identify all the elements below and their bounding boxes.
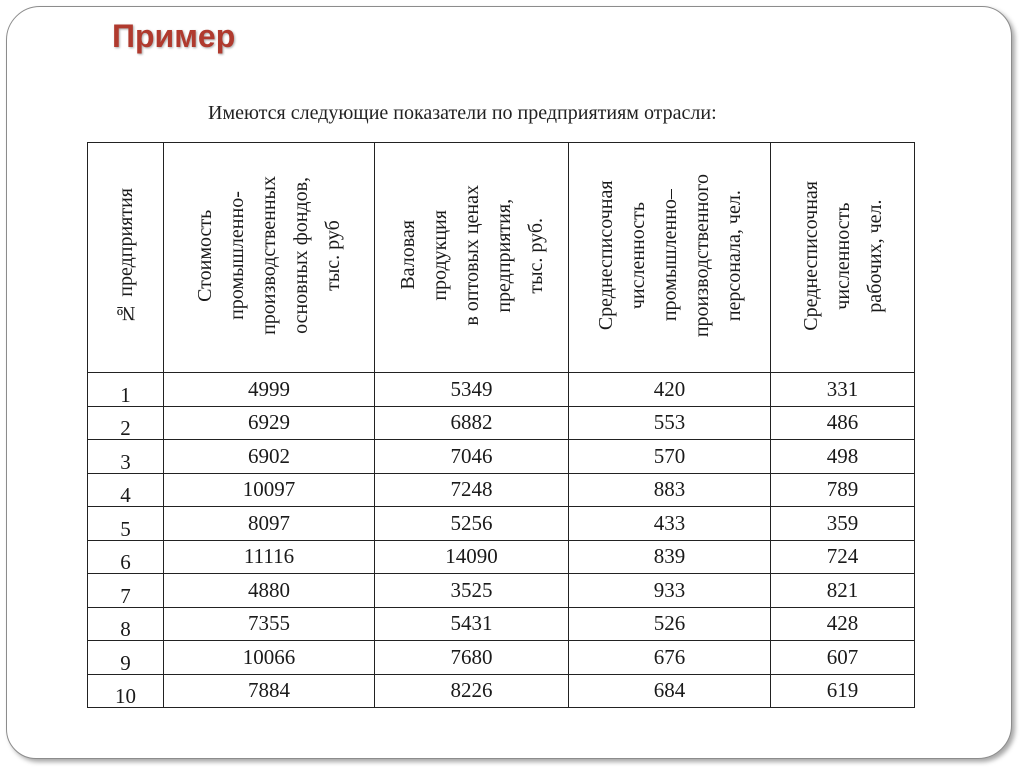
cell-enterprise-number: 9 (88, 641, 164, 675)
cell-industrial-staff-count: 553 (569, 406, 771, 440)
cell-gross-output: 14090 (375, 540, 569, 574)
cell-industrial-staff-count: 676 (569, 641, 771, 675)
cell-workers-count: 607 (771, 641, 915, 675)
cell-enterprise-number: 8 (88, 607, 164, 641)
cell-enterprise-number: 2 (88, 406, 164, 440)
cell-enterprise-number: 7 (88, 574, 164, 608)
cell-gross-output: 5431 (375, 607, 569, 641)
cell-workers-count: 428 (771, 607, 915, 641)
cell-workers-count: 724 (771, 540, 915, 574)
cell-fixed-assets-cost: 6929 (164, 406, 375, 440)
cell-industrial-staff-count: 933 (569, 574, 771, 608)
table-row (88, 507, 915, 541)
cell-enterprise-number: 1 (88, 373, 164, 407)
cell-enterprise-number: 5 (88, 507, 164, 541)
cell-fixed-assets-cost: 10097 (164, 473, 375, 507)
cell-enterprise-number: 3 (88, 440, 164, 474)
header-workers-count: Среднесписочная численность рабочих, чел. (771, 143, 915, 373)
table-row (88, 674, 915, 708)
table-row (88, 473, 915, 507)
cell-fixed-assets-cost: 8097 (164, 507, 375, 541)
slide-title: Пример (112, 18, 236, 54)
cell-gross-output: 7680 (375, 641, 569, 675)
cell-fixed-assets-cost: 4880 (164, 574, 375, 608)
cell-industrial-staff-count: 526 (569, 607, 771, 641)
table-row (88, 373, 915, 407)
cell-gross-output: 7046 (375, 440, 569, 474)
header-industrial-staff-count: Среднесписочная численность промышленно– производственного персонала, чел. (569, 143, 771, 373)
cell-fixed-assets-cost: 6902 (164, 440, 375, 474)
cell-industrial-staff-count: 839 (569, 540, 771, 574)
cell-workers-count: 821 (771, 574, 915, 608)
cell-gross-output: 6882 (375, 406, 569, 440)
cell-enterprise-number: 6 (88, 540, 164, 574)
cell-industrial-staff-count: 420 (569, 373, 771, 407)
cell-industrial-staff-count: 570 (569, 440, 771, 474)
cell-workers-count: 359 (771, 507, 915, 541)
cell-workers-count: 498 (771, 440, 915, 474)
header-gross-output: Валовая продукция в оптовых ценах предприятия, тыс. руб. (375, 143, 569, 373)
cell-gross-output: 5349 (375, 373, 569, 407)
table-header-row (88, 143, 915, 373)
cell-enterprise-number: 4 (88, 473, 164, 507)
table-row (88, 406, 915, 440)
cell-gross-output: 7248 (375, 473, 569, 507)
cell-industrial-staff-count: 883 (569, 473, 771, 507)
table-row (88, 440, 915, 474)
cell-fixed-assets-cost: 7884 (164, 674, 375, 708)
table-row (88, 574, 915, 608)
cell-workers-count: 331 (771, 373, 915, 407)
cell-industrial-staff-count: 433 (569, 507, 771, 541)
cell-gross-output: 5256 (375, 507, 569, 541)
cell-workers-count: 619 (771, 674, 915, 708)
header-fixed-assets-cost: Стоимость промышленно- производственных основных фондов, тыс. руб (164, 143, 375, 373)
slide-subtitle: Имеются следующие показатели по предприятиям отрасли: (208, 102, 717, 124)
cell-fixed-assets-cost: 10066 (164, 641, 375, 675)
cell-gross-output: 3525 (375, 574, 569, 608)
cell-gross-output: 8226 (375, 674, 569, 708)
cell-workers-count: 789 (771, 473, 915, 507)
cell-fixed-assets-cost: 11116 (164, 540, 375, 574)
table-row (88, 641, 915, 675)
cell-enterprise-number: 10 (88, 674, 164, 708)
cell-industrial-staff-count: 684 (569, 674, 771, 708)
header-enterprise-number: № предприятия (88, 143, 164, 373)
cell-fixed-assets-cost: 4999 (164, 373, 375, 407)
table-row (88, 540, 915, 574)
cell-fixed-assets-cost: 7355 (164, 607, 375, 641)
enterprise-table (87, 142, 915, 708)
cell-workers-count: 486 (771, 406, 915, 440)
table-row (88, 607, 915, 641)
